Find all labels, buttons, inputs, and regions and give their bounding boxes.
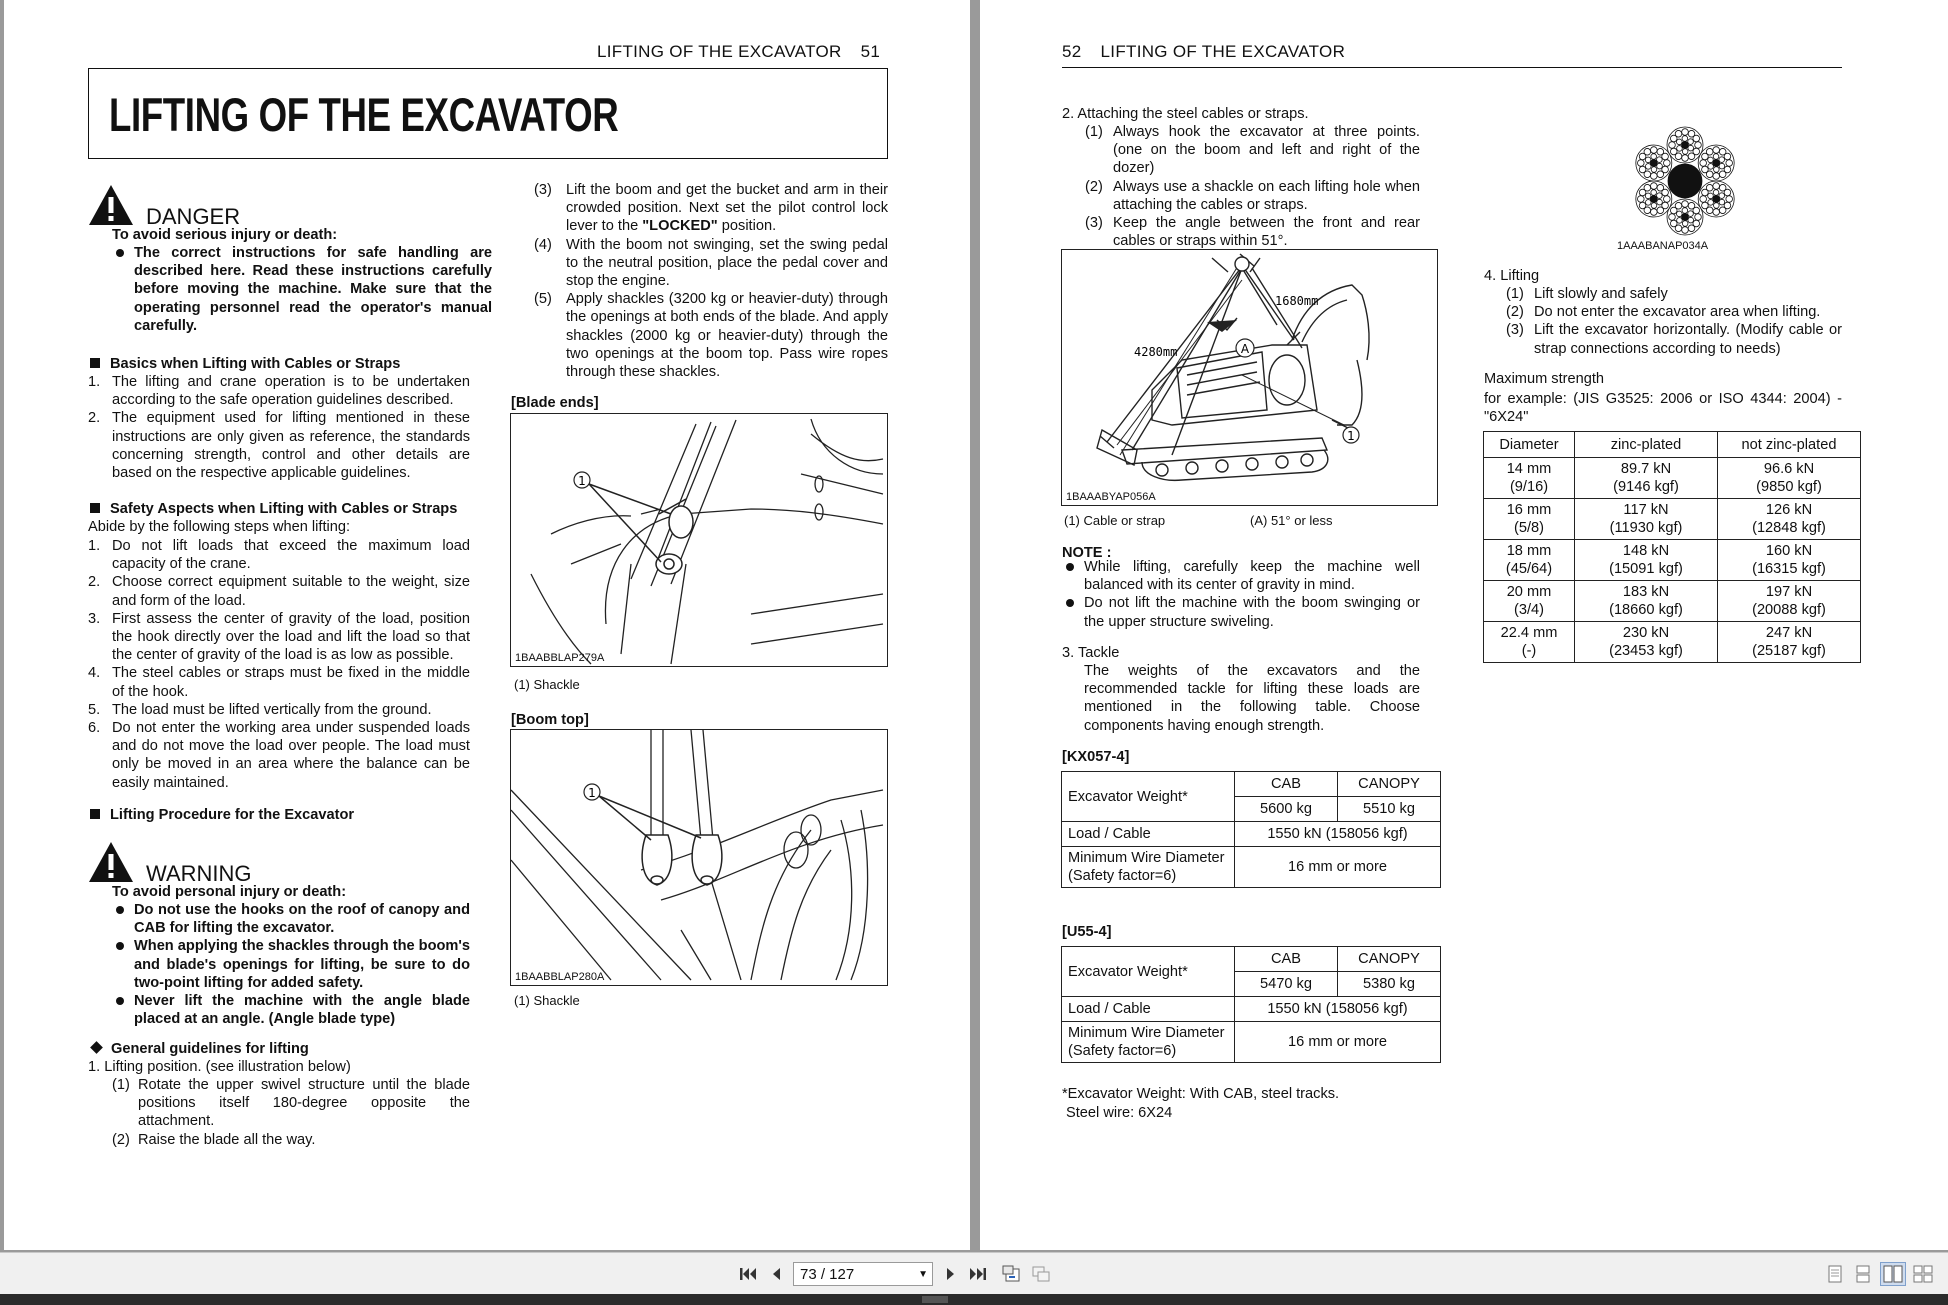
first-page-icon[interactable] <box>738 1263 758 1285</box>
note-title: NOTE : <box>1062 545 1112 561</box>
list-item: (5) Apply shackles (3200 kg or heavier-duty) through the openings at both ends of the blade. And apply shackles (2000 kg or heavier-duty) through the two openings at the boom top. Pass wire ropes through these shackles. <box>534 291 888 381</box>
prev-page-icon[interactable] <box>768 1263 784 1285</box>
page-52 <box>980 0 1948 1250</box>
table-row: 20 mm (3/4) 183 kN (18660 kgf) 197 kN (20088 kgf) <box>1484 581 1861 622</box>
list-item: 6. Do not enter the working area under suspended loads and do not move the load over people. The load must only be moved in an area where the balance can be easily maintained. <box>88 720 470 791</box>
basics-list <box>88 373 470 482</box>
next-page-icon[interactable] <box>943 1263 959 1285</box>
copy-icon[interactable] <box>1030 1263 1052 1285</box>
note-list <box>1062 558 1420 631</box>
caption-angle: (A) 51° or less <box>1250 513 1333 528</box>
running-header <box>1062 42 1345 62</box>
basics-heading: Basics when Lifting with Cables or Straps <box>90 355 400 373</box>
th-zinc-plated: zinc-plated <box>1575 432 1718 458</box>
rotate-icon[interactable] <box>1000 1263 1022 1285</box>
excavator-illustration <box>1062 250 1437 505</box>
danger-icon <box>88 184 134 231</box>
wire-rope-icon <box>1630 122 1740 240</box>
weight-label: Excavator Weight* <box>1062 772 1235 822</box>
page-51 <box>4 0 970 1250</box>
load-value: 1550 kN (158056 kgf) <box>1235 997 1441 1022</box>
figure-id: 1BAABBLAP280A <box>515 971 605 983</box>
blade-caption: (1) Shackle <box>514 677 580 692</box>
footnote-weight: *Excavator Weight: With CAB, steel tracks. <box>1062 1086 1340 1102</box>
general-heading: General guidelines for lifting <box>90 1040 309 1058</box>
max-strength-title: Maximum strength <box>1484 371 1605 387</box>
dimension-1680: 1680mm <box>1275 294 1319 308</box>
footnote-wire: Steel wire: 6X24 <box>1066 1105 1173 1121</box>
th-not-zinc-plated: not zinc-plated <box>1718 432 1861 458</box>
figure-id: 1BAAABYAP056A <box>1066 491 1156 503</box>
danger-word: DANGER <box>146 204 241 229</box>
lifting-title: 4. Lifting <box>1484 268 1540 284</box>
danger-lead: To avoid serious injury or death: <box>112 227 338 243</box>
list-item: (2) Always use a shackle on each lifting hole when attaching the cables or straps. <box>1085 178 1420 213</box>
col-cab: CAB <box>1235 772 1338 797</box>
list-item: 2. Choose correct equipment suitable to the weight, size and form of the load. <box>88 574 470 609</box>
danger-bullet: The correct instructions for safe handling are described here. Read these instructions carefully before moving the machine. Make sure that the operating personnel read the operator's manual carefully. <box>112 244 492 335</box>
safety-heading: Safety Aspects when Lifting with Cables or Straps <box>90 500 457 518</box>
wire-label: Minimum Wire Diameter (Safety factor=6) <box>1062 1022 1235 1063</box>
wire-value: 16 mm or more <box>1235 1022 1441 1063</box>
blade-label: [Blade ends] <box>511 395 599 411</box>
rope-figure-id: 1AAABANAP034A <box>1617 240 1709 252</box>
general-sublist <box>112 1076 470 1149</box>
list-item: 3. First assess the center of gravity of the load, position the hook directly over the load and lift the load so that the center of gravity of the load is as low as possible. <box>88 610 470 664</box>
page-number-field[interactable] <box>793 1262 933 1286</box>
last-page-icon[interactable] <box>968 1263 988 1285</box>
list-item: (1) Always hook the excavator at three points. (one on the boom and left and right of the dozer) <box>1085 124 1420 177</box>
weight-canopy: 5510 kg <box>1338 797 1441 822</box>
status-strip <box>0 1294 1948 1305</box>
list-item: 4. The steel cables or straps must be fixed in the middle of the hook. <box>88 665 470 700</box>
weight-canopy: 5380 kg <box>1338 972 1441 997</box>
header-title: LIFTING OF THE EXCAVATOR <box>1100 42 1346 61</box>
diamond-icon <box>90 1041 103 1054</box>
load-label: Load / Cable <box>1062 997 1235 1022</box>
weight-label: Excavator Weight* <box>1062 947 1235 997</box>
table-row: 22.4 mm (-) 230 kN (23453 kgf) 247 kN (25187 kgf) <box>1484 622 1861 663</box>
page-title: LIFTING OF THE EXCAVATOR <box>109 88 619 141</box>
lifting-list <box>1506 285 1842 358</box>
tackle-table-kx057 <box>1061 771 1441 888</box>
caption-cable: (1) Cable or strap <box>1064 513 1166 528</box>
page-number: 51 <box>860 42 881 61</box>
table-label-kx057: [KX057-4] <box>1062 749 1130 765</box>
col-canopy: CANOPY <box>1338 772 1441 797</box>
procedure-steps <box>534 181 888 381</box>
attach-list <box>1085 123 1420 250</box>
max-strength-table <box>1483 431 1861 663</box>
warning-icon <box>88 841 134 888</box>
blade-shackle-illustration <box>511 414 887 666</box>
general-item-1: 1. Lifting position. (see illustration below) <box>88 1059 351 1075</box>
table-row: 18 mm (45/64) 148 kN (15091 kgf) 160 kN (16315 kgf) <box>1484 540 1861 581</box>
boom-shackle-illustration <box>511 730 887 985</box>
boom-label: [Boom top] <box>511 712 589 728</box>
boom-top-figure <box>510 729 888 986</box>
two-page-continuous-view-icon[interactable] <box>1912 1263 1934 1285</box>
svg-text:1: 1 <box>1347 429 1355 443</box>
running-header <box>597 42 880 62</box>
weight-cab: 5470 kg <box>1235 972 1338 997</box>
note-bullet: While lifting, carefully keep the machine well balanced with its center of gravity in mind. <box>1062 558 1420 594</box>
load-label: Load / Cable <box>1062 822 1235 847</box>
th-diameter: Diameter <box>1484 432 1575 458</box>
list-item: 1. The lifting and crane operation is to be undertaken according to the safe operation guidelines described. <box>88 374 470 409</box>
note-bullet: Do not lift the machine with the boom swinging or the upper structure swiveling. <box>1062 594 1420 630</box>
boom-caption: (1) Shackle <box>514 993 580 1008</box>
attach-title: 2. Attaching the steel cables or straps. <box>1062 106 1309 122</box>
title-box <box>88 68 888 159</box>
page-indicator: 73 / 127 <box>800 1266 855 1283</box>
list-item: 2. The equipment used for lifting mentioned in these instructions are only given as reference, the standards concerning strength, control and other details are based on the respective applicable guidelines. <box>88 410 470 482</box>
safety-intro: Abide by the following steps when lifting: <box>88 519 351 535</box>
procedure-heading: Lifting Procedure for the Excavator <box>90 806 354 824</box>
page-number: 52 <box>1062 42 1082 61</box>
chevron-down-icon[interactable]: ▼ <box>918 1269 928 1280</box>
example-text: for example: (JIS G3525: 2006 or ISO 4344: 2004) - "6X24" <box>1484 391 1842 426</box>
warning-list <box>112 901 470 1028</box>
two-page-view-icon[interactable] <box>1880 1262 1906 1286</box>
col-cab: CAB <box>1235 947 1338 972</box>
warning-lead: To avoid personal injury or death: <box>112 884 347 900</box>
warning-bullet: Never lift the machine with the angle blade placed at an angle. (Angle blade type) <box>112 992 470 1028</box>
header-title: LIFTING OF THE EXCAVATOR <box>597 42 842 61</box>
table-row: 14 mm (9/16) 89.7 kN (9146 kgf) 96.6 kN (9850 kgf) <box>1484 458 1861 499</box>
warning-bullet: When applying the shackles through the boom's and blade's openings for lifting, be sure to do two-point lifting for added safety. <box>112 937 470 992</box>
list-item: (3) Lift the boom and get the bucket and arm in their crowded position. Next set the pilot control lock lever to the "LOCKED" position. <box>534 182 888 235</box>
list-item: (1) Lift slowly and safely <box>1506 286 1668 302</box>
list-item: 5. The load must be lifted vertically from the ground. <box>88 701 432 718</box>
weight-cab: 5600 kg <box>1235 797 1338 822</box>
col-canopy: CANOPY <box>1338 947 1441 972</box>
single-page-view-icon[interactable] <box>1826 1263 1844 1285</box>
warning-word: WARNING <box>146 861 252 886</box>
tackle-table-u55 <box>1061 946 1441 1063</box>
figure-id: 1BAABBLAP279A <box>515 652 605 664</box>
list-item: (3) Lift the excavator horizontally. (Modify cable or strap connections according to needs) <box>1506 322 1842 357</box>
continuous-view-icon[interactable] <box>1854 1263 1872 1285</box>
load-value: 1550 kN (158056 kgf) <box>1235 822 1441 847</box>
list-item: 1. Do not lift loads that exceed the maximum load capacity of the crane. <box>88 538 470 573</box>
tackle-title: 3. Tackle <box>1062 645 1120 661</box>
table-row: 16 mm (5/8) 117 kN (11930 kgf) 126 kN (12848 kgf) <box>1484 499 1861 540</box>
list-item: (2) Raise the blade all the way. <box>112 1131 316 1148</box>
excavator-lifting-figure <box>1061 249 1438 506</box>
dimension-4280: 4280mm <box>1134 345 1178 359</box>
viewer-toolbar <box>0 1252 1948 1295</box>
table-label-u55: [U55-4] <box>1062 924 1112 940</box>
list-item: (2) Do not enter the excavator area when lifting. <box>1506 304 1821 321</box>
list-item: (3) Keep the angle between the front and rear cables or straps within 51°. <box>1085 215 1420 250</box>
tackle-text: The weights of the excavators and the recommended tackle for lifting these loads are mentioned in the following table. Choose components having enough strength. <box>1084 663 1420 734</box>
warning-bullet: Do not use the hooks on the roof of canopy and CAB for lifting the excavator. <box>112 901 470 937</box>
wire-label: Minimum Wire Diameter (Safety factor=6) <box>1062 847 1235 888</box>
svg-text:1: 1 <box>588 786 596 800</box>
list-item: (1) Rotate the upper swivel structure until the blade positions itself 180-degree opposite the attachment. <box>112 1077 470 1130</box>
marker-a: A <box>1240 342 1250 356</box>
safety-list <box>88 537 470 792</box>
wire-value: 16 mm or more <box>1235 847 1441 888</box>
header-rule <box>1062 67 1842 68</box>
scroll-thumb[interactable] <box>922 1296 948 1303</box>
list-item: (4) With the boom not swinging, set the swing pedal to the neutral position, place the pedal cover and stop the engine. <box>534 236 888 290</box>
callout-1: 1 <box>578 474 586 488</box>
blade-ends-figure <box>510 413 888 667</box>
